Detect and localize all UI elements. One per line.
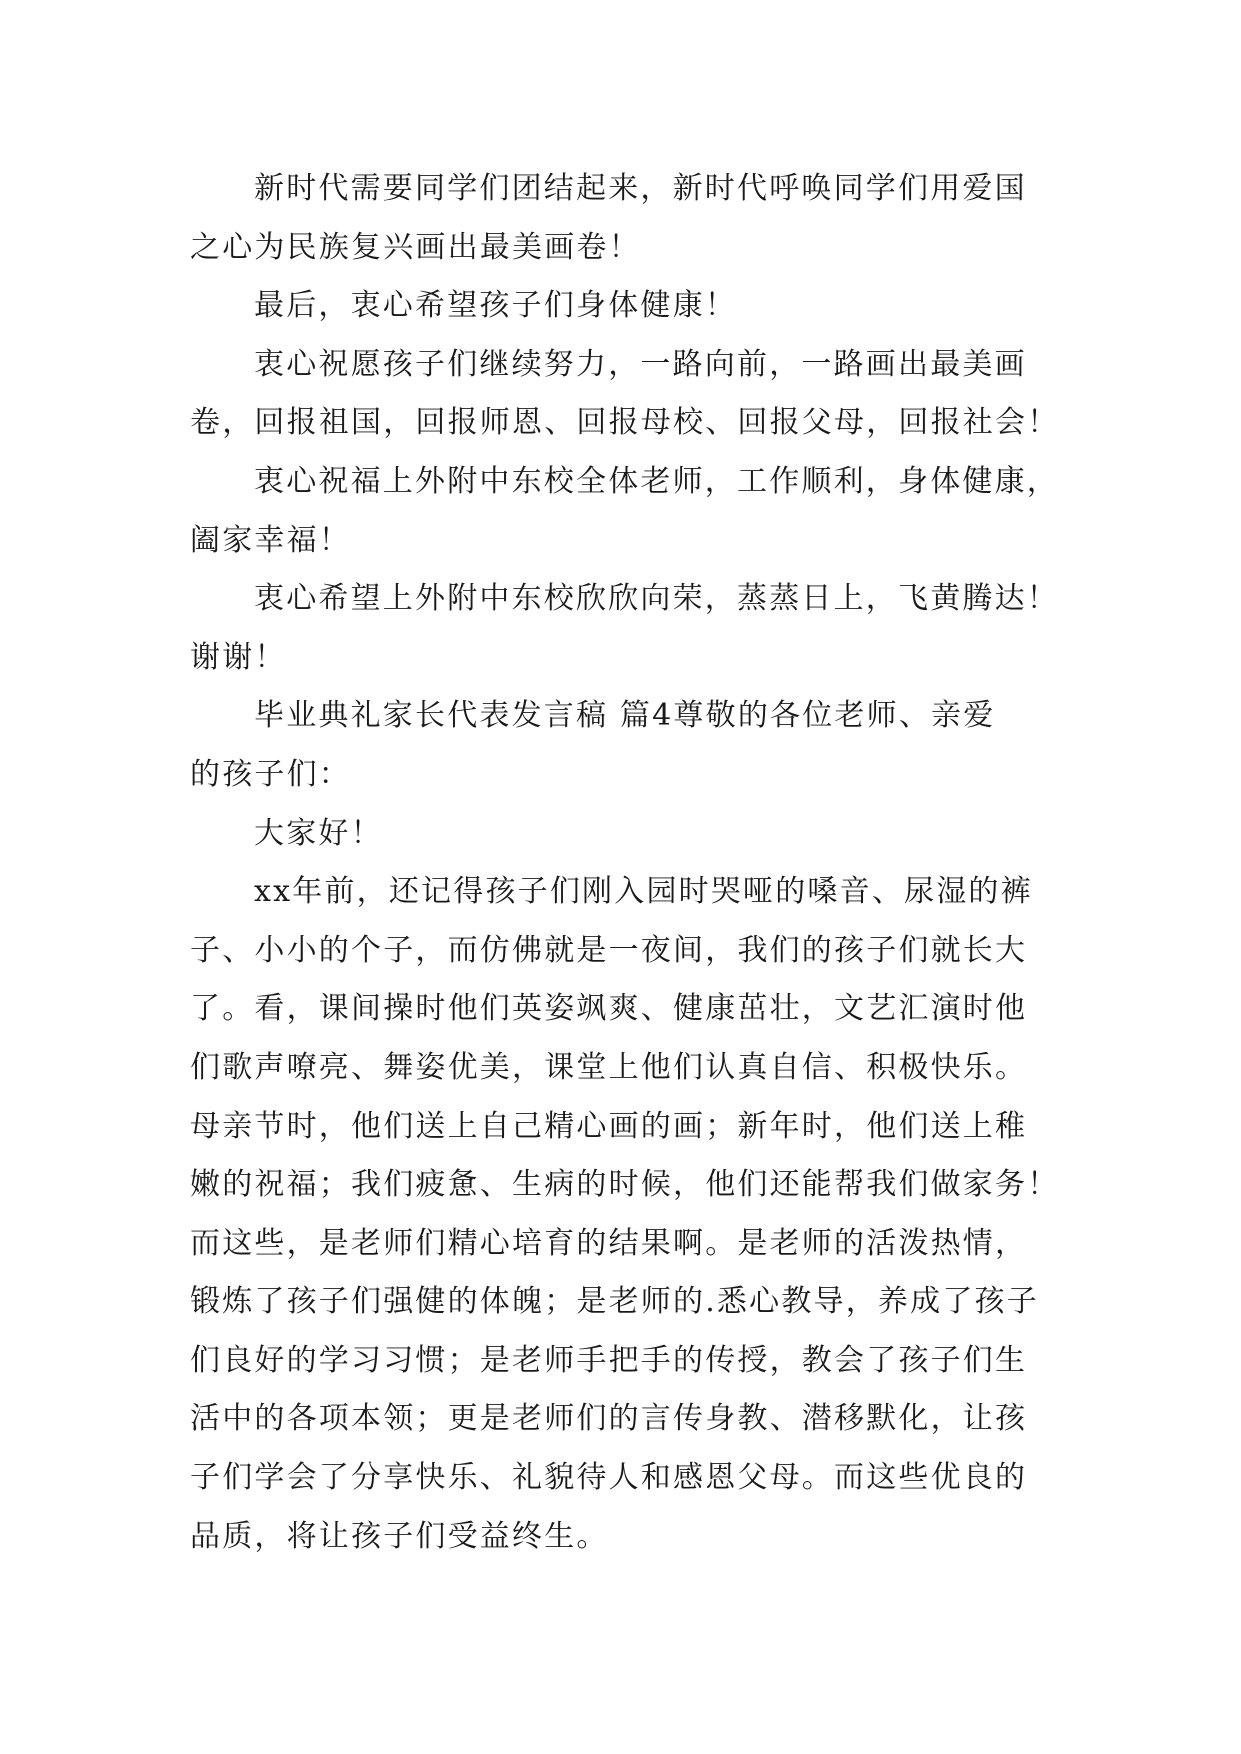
body-text: [190, 160, 1070, 1566]
text-line: 之心为民族复兴画出最美画卷！: [190, 229, 641, 265]
text-line: 最后，衷心希望孩子们身体健康！: [254, 288, 737, 324]
text-line: 新时代需要同学们团结起来，新时代呼唤同学们用爱国: [254, 171, 1027, 206]
text-line: 们良好的学习习惯；是老师手把手的传授，教会了孩子们生: [190, 1342, 1028, 1378]
text-line: 的孩子们：: [190, 756, 351, 792]
text-line: 嫩的祝福；我们疲惫、生病的时候，他们还能帮我们做家务！: [190, 1167, 1060, 1203]
text-line: 衷心祝福上外附中东校全体老师，工作顺利，身体健康，: [254, 463, 1059, 499]
text-line: 品质，将让孩子们受益终生。: [190, 1518, 609, 1554]
text-line: 们歌声嘹亮、舞姿优美，课堂上他们认真自信、积极快乐。: [190, 1049, 1028, 1085]
text-line: xx年前，还记得孩子们刚入园时哭哑的嗓音、尿湿的裤: [254, 874, 1033, 910]
text-line: 母亲节时，他们送上自己精心画的画；新年时，他们送上稚: [190, 1108, 1028, 1144]
text-line: 阖家幸福！: [190, 522, 351, 558]
text-line: 了。看，课间操时他们英姿飒爽、健康茁壮，文艺汇演时他: [190, 991, 1028, 1027]
text-line: 毕业典礼家长代表发言稿 篇4尊敬的各位老师、亲爱: [254, 698, 996, 734]
text-line: 谢谢！: [190, 639, 287, 675]
text-line: 子们学会了分享快乐、礼貌待人和感恩父母。而这些优良的: [190, 1460, 1028, 1496]
text-line: 活中的各项本领；更是老师们的言传身教、潜移默化，让孩: [190, 1401, 1028, 1437]
text-line: 衷心祝愿孩子们继续努力，一路向前，一路画出最美画: [254, 346, 1027, 382]
text-line: 卷，回报祖国，回报师恩、回报母校、回报父母，回报社会！: [190, 405, 1060, 441]
text-line: 大家好！: [254, 815, 383, 851]
text-line: 子、小小的个子，而仿佛就是一夜间，我们的孩子们就长大: [190, 932, 1028, 968]
text-line: 锻炼了孩子们强健的体魄；是老师的.悉心教导，养成了孩子: [190, 1284, 1039, 1320]
text-line: 衷心希望上外附中东校欣欣向荣，蒸蒸日上，飞黄腾达！: [254, 581, 1059, 617]
text-line: 而这些，是老师们精心培育的结果啊。是老师的活泼热情，: [190, 1225, 1028, 1261]
